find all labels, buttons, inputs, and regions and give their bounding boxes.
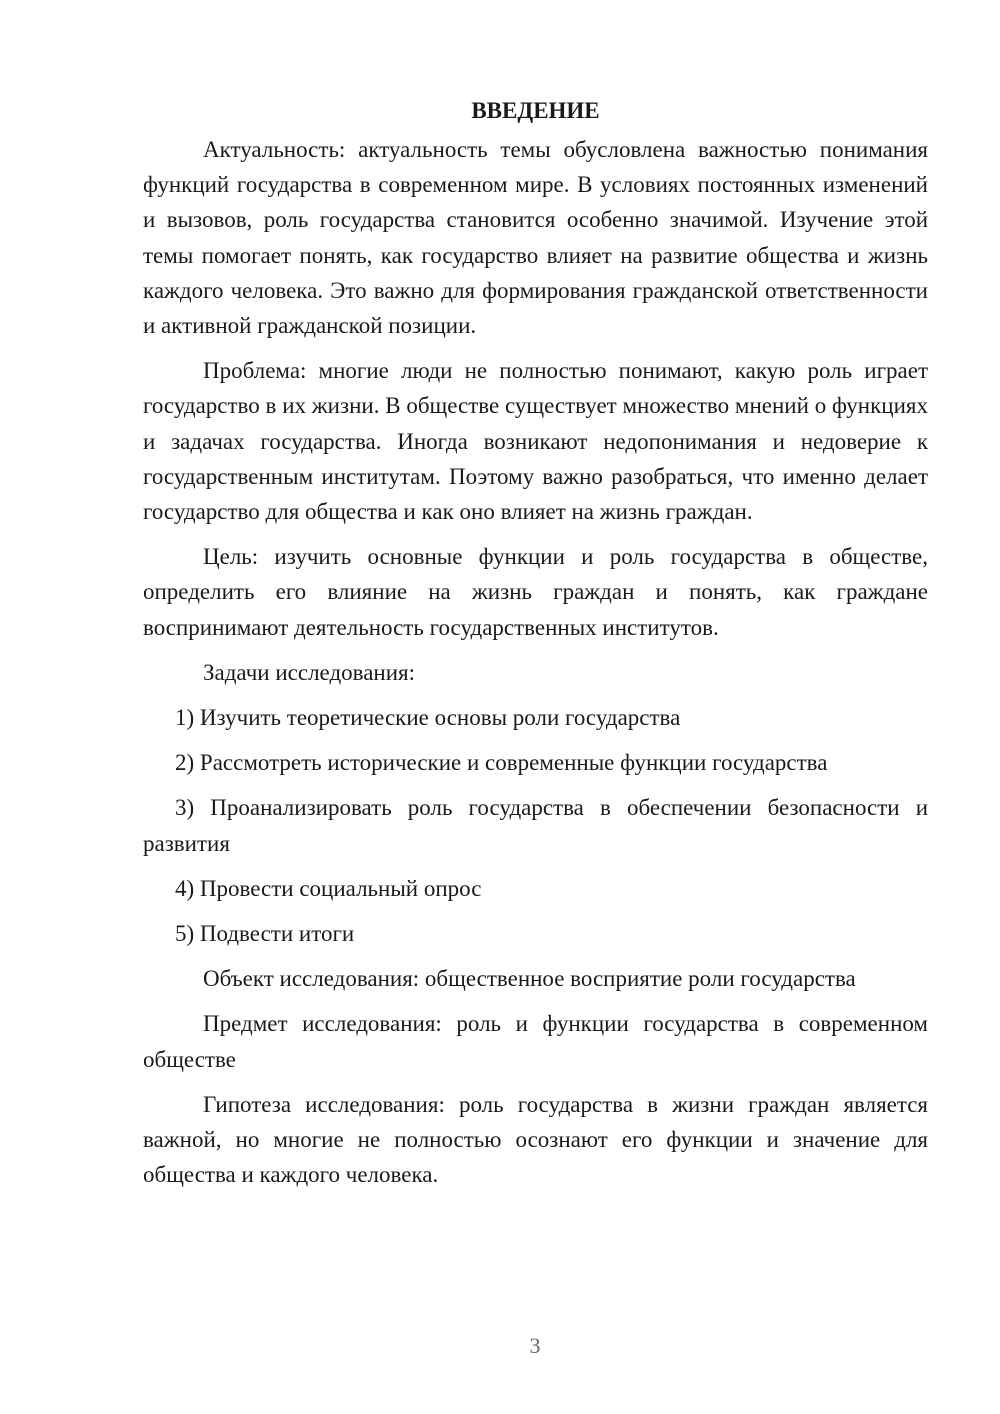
task-item-1: 1) Изучить теоретические основы роли государства <box>175 705 681 731</box>
task-item-3: 3) Проанализировать роль государства в обеспечении безопасности и развития <box>143 795 928 856</box>
relevance-paragraph: Актуальность: актуальность темы обусловлена важностью понимания функций государства в современном мире. В условиях постоянных изменений и вызовов, роль государства становится особенно значимой. Изучение этой темы помогает понять, как государство влияет на развитие общества и жизнь каждого человека. Это важно для формирования гражданской ответственности и активной гражданской позиции. <box>143 137 928 339</box>
task-item-2: 2) Рассмотреть исторические и современные функции государства <box>175 750 828 776</box>
page-content <box>143 93 928 1202</box>
section-heading: ВВЕДЕНИЕ <box>471 98 600 123</box>
task-item-5: 5) Подвести итоги <box>175 921 355 947</box>
tasks-title: Задачи исследования: <box>203 659 416 685</box>
problem-paragraph: Проблема: многие люди не полностью понимают, какую роль играет государство в их жизни. В обществе существует множество мнений о функциях и задачах государства. Иногда возникают недопонимания и недоверие к государственным институтам. Поэтому важно разобраться, что именно делает государство для общества и как оно влияет на жизнь граждан. <box>143 358 928 525</box>
object-paragraph: Объект исследования: общественное восприятие роли государства <box>203 966 856 992</box>
hypothesis-paragraph: Гипотеза исследования: роль государства в жизни граждан является важной, но многие не полностью осознают его функции и значение для общества и каждого человека. <box>143 1091 928 1188</box>
goal-paragraph: Цель: изучить основные функции и роль государства в обществе, определить его влияние на жизнь граждан и понять, как граждане воспринимают деятельность государственных институтов. <box>143 544 928 640</box>
page-number: 3 <box>529 1333 541 1358</box>
subject-paragraph: Предмет исследования: роль и функции государства в современном обществе <box>143 1011 928 1072</box>
task-item-4: 4) Провести социальный опрос <box>175 875 482 901</box>
